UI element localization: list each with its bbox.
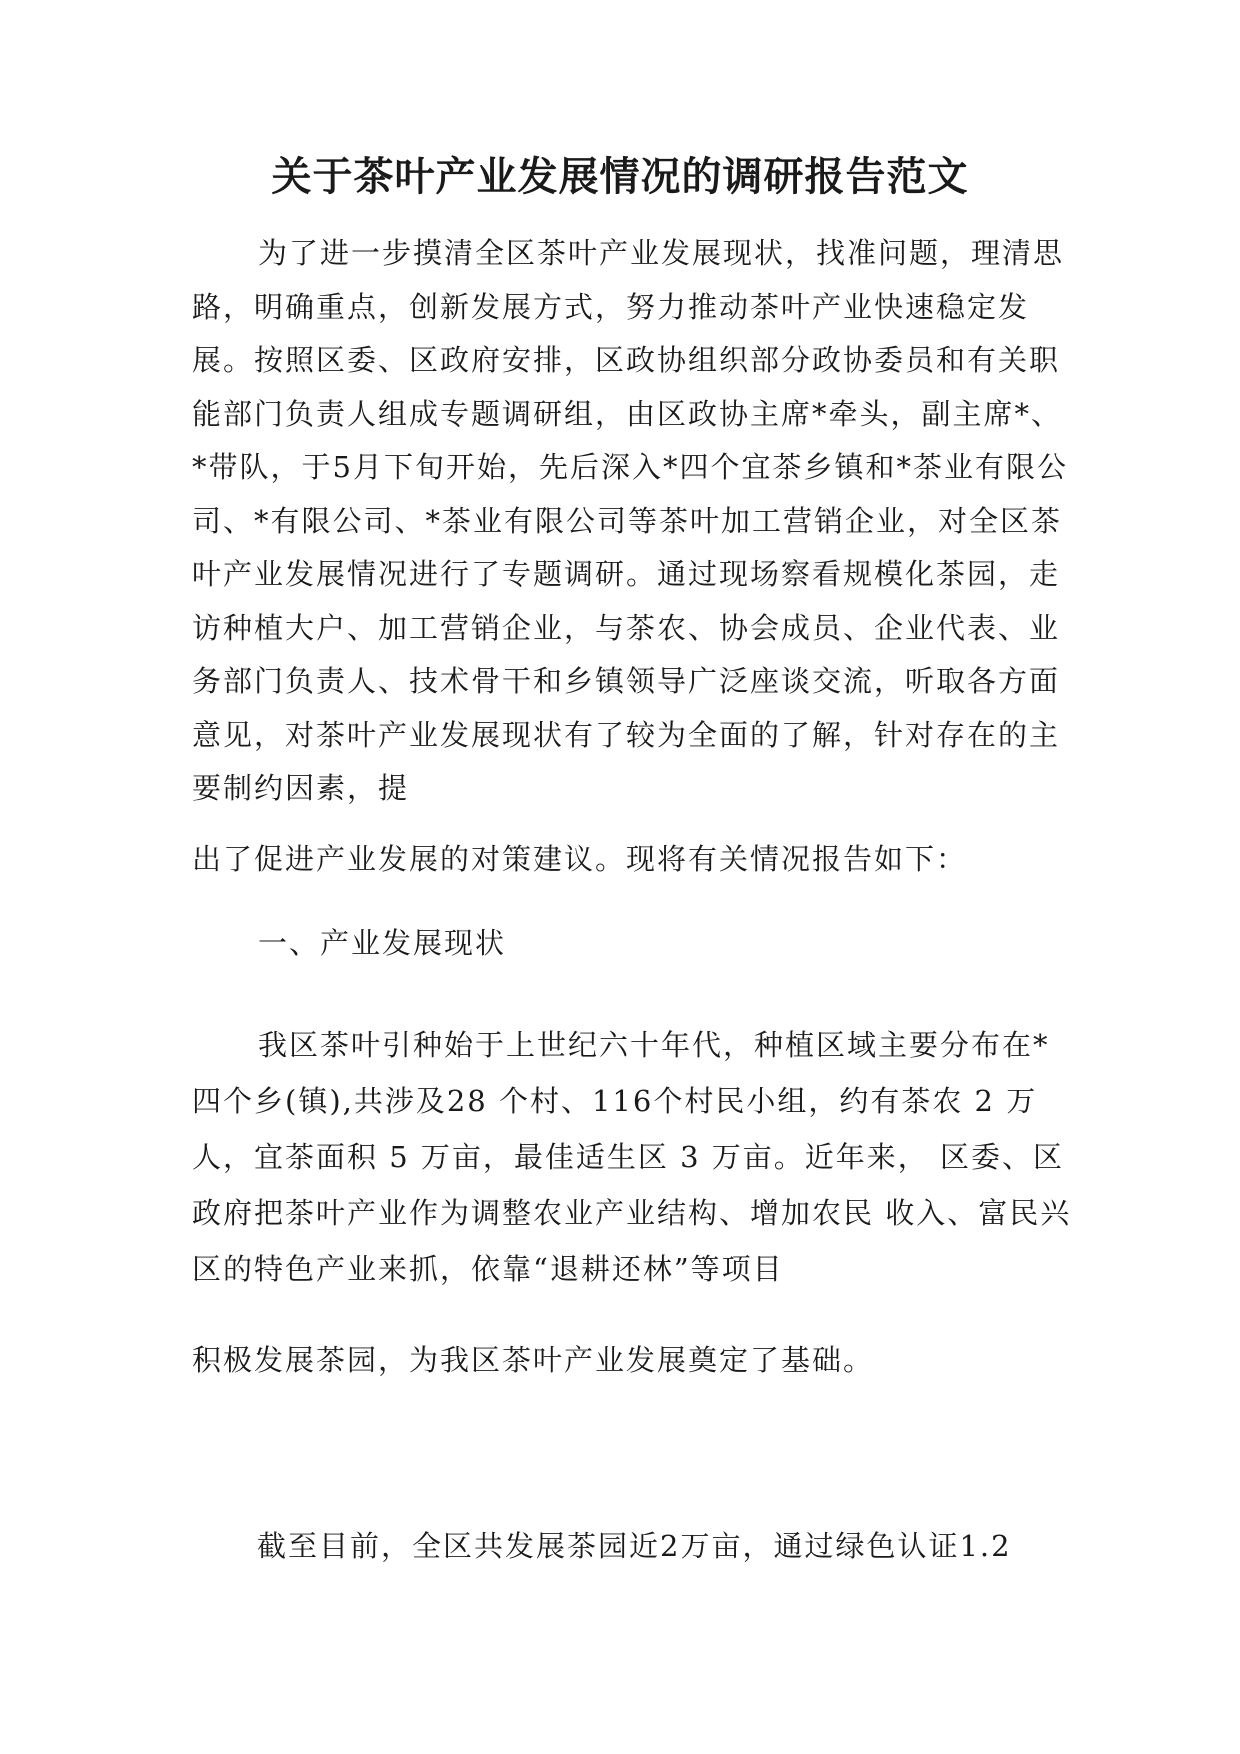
next-paragraph: 截至目前，全区共发展茶园近2万亩，通过绿色认证1.2 [257,1529,1012,1563]
section-paragraph-continued: 积极发展茶园，为我区茶叶产业发展奠定了基础。 [192,1343,875,1377]
intro-paragraph: 为了进一步摸清全区茶叶产业发展现状，找准问题，理清思路，明确重点，创新发展方式，努力推动茶叶产业快速稳定发展。按照区委、区政府安排，区政协组织部分政协委员和有关职能部门负责人组成专题调研组，由区政协主席*牵头，副主席*、*带队，于5月下旬开始，先后深入*四个宜茶乡镇和*茶业有限公司、*有限公司、*茶业有限公司等茶叶加工营销企业，对全区茶叶产业发展情况进行了专题调研。通过现场察看规模化茶园，走访种植大户、加工营销企业，与茶农、协会成员、企业代表、业务部门负责人、技术骨干和乡镇领导广泛座谈交流，听取各方面意见，对茶叶产业发展现状有了较为全面的了解，针对存在的主要制约因素，提 [192,236,1068,805]
section-paragraph: 我区茶叶引种始于上世纪六十年代，种植区域主要分布在*四个乡(镇),共涉及28 个村、116个村民小组，约有茶农 2 万人，宜茶面积 5 万亩，最佳适生区 3 万亩。近年来， 区委、区政府把茶叶产业作为调整农业产业结构、增加农民 收入、富民兴区的特色产业来抓，依靠“退耕还林”等项目 [192,1028,1072,1286]
intro-paragraph-end: 出了促进产业发展的对策建议。现将有关情况报告如下： [192,842,968,876]
section-heading: 一、产业发展现状 [258,926,507,960]
document-title: 关于茶叶产业发展情况的调研报告范文 [271,154,969,200]
